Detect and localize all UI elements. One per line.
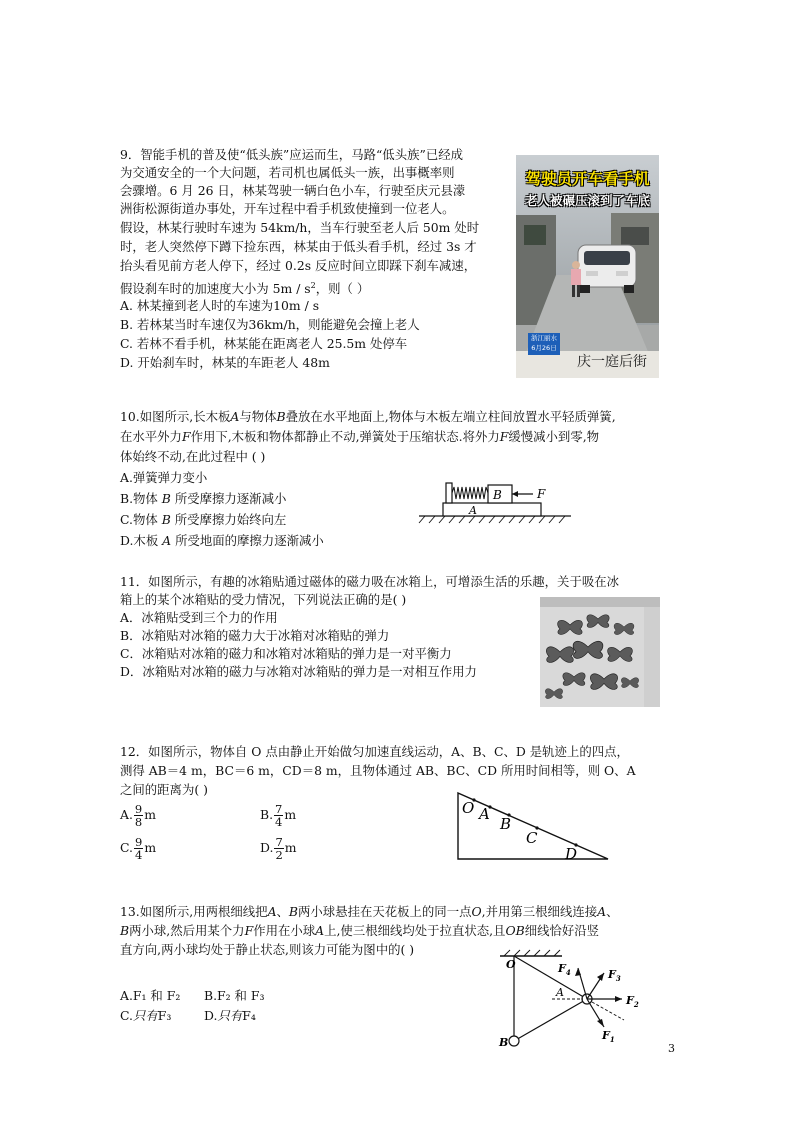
q10-stem-line-2: 在水平外力F作用下,木板和物体都静止不动,弹簧处于压缩状态.将外力F缓慢减小到零,物 [120,429,600,444]
label-b: B [493,488,502,502]
q11-option-d: D．冰箱贴对冰箱的磁力与冰箱对冰箱贴的弹力是一对相互作用力 [120,664,477,679]
board-post [446,483,452,503]
incline-triangle [458,793,608,859]
q9-line-5: 假设，林某行驶时车速为 54km/h，当车行驶至老人后 50m 处时 [120,220,480,235]
q13-stem-line-1: 13.如图所示,用两根细线把A、B两小球悬挂在天花板上的同一点O,并用第三根细线连接A、 [120,904,619,919]
q11-option-a: A．冰箱贴受到三个力的作用 [120,610,278,625]
q13-option-c: C.只有F₃ [120,1008,172,1023]
q11-fridge-magnets-image [540,597,660,707]
label-d: D [565,845,578,863]
q10-stem-line-3: 体始终不动,在此过程中 ( ) [120,449,266,464]
q12-stem-line-1: 12．如图所示，物体自 O 点由静止开始做匀加速直线运动，A、B、C、D 是轨迹上的四点， [120,744,629,759]
q13-option-a: A.F₁ 和 F₂ [120,988,181,1003]
ground-hatching [419,516,565,523]
q9-line-7: 抬头看见前方老人停下，经过 0.2s 反应时间立即踩下刹车减速， [120,258,477,273]
q13-figure-suspended-balls [494,948,666,1052]
q9-photo-headline-1: 驾驶员开车看手机 [525,170,650,188]
label-a: A [479,805,490,823]
q9-option-d: D. 开始刹车时，林某的车距老人 48m [120,355,330,370]
q11-option-b: B．冰箱贴对冰箱的磁力大于冰箱对冰箱贴的弹力 [120,628,390,643]
q10-figure-board-spring [415,475,575,525]
q12-figure-incline [452,789,614,863]
q9-option-c: C. 若林不看手机，林某能在距离老人 25.5m 处停车 [120,336,408,351]
string-ab [514,999,587,1041]
q13-option-d: D.只有F₄ [204,1008,256,1023]
q9-line-2: 为交通安全的一个大问题，若司机也属低头一族，出事概率则 [120,165,455,180]
label-f3: $F_3$ [608,968,621,983]
q11-option-c: C．冰箱贴对冰箱的磁力和冰箱对冰箱贴的弹力是一对平衡力 [120,646,452,661]
q9-photo-headline-2: 老人被碾压滚到了车底 [524,193,650,208]
q13-stem-line-3: 直方向,两小球均处于静止状态,则该力可能为图中的( ) [120,942,415,957]
q9-line-8: 假设刹车时的加速度大小为 $5m / s^2$，则（ ） [120,281,370,297]
q12-option-a: A. $\frac{9}{8}$ m [120,802,156,829]
q12-option-d: D. $\frac{7}{2}$ m [260,835,297,862]
label-f4: $F_4$ [558,962,571,977]
page-number: 3 [668,1042,675,1055]
q9-line-1: 9．智能手机的普及使“低头族”应运而生，马路“低头族”已经成 [120,147,463,162]
label-f2: $F_2$ [626,994,639,1009]
q9-option-a: A. 林某撞到老人时的车速为10m / s [120,298,320,313]
q13-stem-line-2: B两小球,然后用某个力F作用在小球A上,使三根细线均处于拉直状态,且OB细线恰好沿竖 [120,923,600,938]
label-o: O [506,958,516,971]
q9-line-6: 时，老人突然停下蹲下捡东西，林某由于低头看手机，经过 3s 才 [120,239,477,254]
q9-line-3: 会骤增。6 月 26 日，林某驾驶一辆白色小车，行驶至庆元县濛 [120,183,466,198]
label-b: B [499,1036,509,1049]
label-c: C [526,829,538,847]
label-a: A [556,986,564,999]
q11-stem-line-2: 箱上的某个冰箱贴的受力情况，下列说法正确的是( ) [120,592,407,607]
q10-option-b: B.物体 B 所受摩擦力逐渐减小 [120,491,287,506]
q12-stem-line-2: 测得 AB＝4 m，BC＝6 m，CD＝8 m，且物体通过 AB、BC、CD 所用时间相等，则 O、A [120,763,636,778]
q9-photo-badge: 浙江丽水 6月26日 [528,333,560,355]
q12-option-c: C. $\frac{9}{4}$ m [120,835,157,862]
label-f1: $F_1$ [602,1029,615,1044]
label-o: O [462,799,475,817]
board-a [443,503,541,516]
q9-news-photo [516,155,659,378]
q9-line-4: 洲街松源街道办事处，开车过程中看手机致使撞到一位老人。 [120,201,455,216]
q10-option-a: A.弹簧弹力变小 [120,470,208,485]
q12-option-b: B. $\frac{7}{4}$ m [260,802,297,829]
q11-stem-line-1: 11．如图所示，有趣的冰箱贴通过磁体的磁力吸在冰箱上，可增添生活的乐趣，关于吸在冰 [120,574,620,589]
string-oa [514,956,587,999]
ball-b [509,1036,519,1046]
q10-option-c: C.物体 B 所受摩擦力始终向左 [120,512,287,527]
label-f: F [537,487,546,501]
q10-option-d: D.木板 A 所受地面的摩擦力逐渐减小 [120,533,324,548]
spring [452,487,488,499]
q9-photo-shop-sign: 庆一庭后街 [577,354,647,370]
q10-stem-line-1: 10.如图所示,长木板A与物体B叠放在水平地面上,物体与木板左端立柱间放置水平轻质弹簧, [120,409,616,424]
q13-option-b: B.F₂ 和 F₃ [204,988,265,1003]
ceiling-hatching [504,950,560,956]
label-a: A [469,504,477,517]
dashed-extension [592,1002,624,1020]
q12-stem-line-3: 之间的距离为( ) [120,782,208,797]
q9-option-b: B. 若林某当时车速仅为36km/h，则能避免会撞上老人 [120,317,420,332]
label-b: B [500,815,512,833]
